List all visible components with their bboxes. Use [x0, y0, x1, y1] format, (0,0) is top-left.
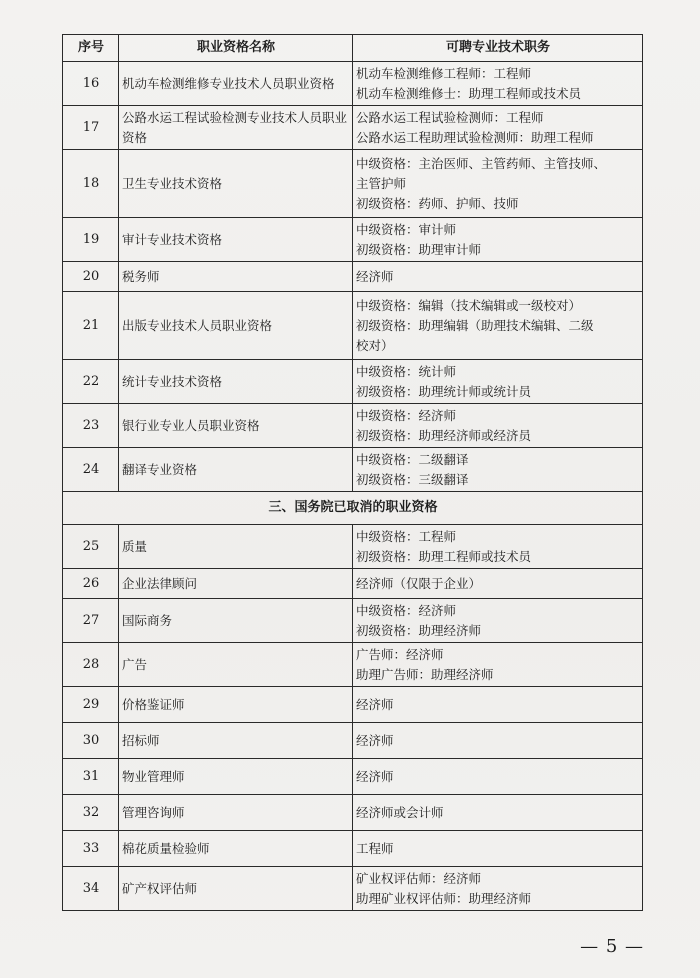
- header-eligible-positions: 可聘专业技术职务: [353, 35, 643, 62]
- serial-no-cell: 22: [63, 360, 119, 404]
- qualification-name-cell: 税务师: [119, 262, 353, 292]
- position-line: 中级资格：二级翻译: [356, 451, 469, 467]
- serial-no-cell: 16: [63, 62, 119, 106]
- serial-no-cell: 34: [63, 867, 119, 911]
- eligible-positions-cell: [353, 831, 643, 867]
- table-row: [63, 569, 643, 599]
- serial-no-cell: 27: [63, 599, 119, 643]
- position-line: 中级资格：经济师: [356, 407, 457, 423]
- eligible-positions-cell: [353, 404, 643, 448]
- table-header-row: [63, 35, 643, 62]
- qualification-name-cell: 机动车检测维修专业技术人员职业资格: [119, 62, 353, 106]
- table-body: [63, 62, 643, 911]
- eligible-positions-cell: [353, 525, 643, 569]
- eligible-positions-cell: [353, 759, 643, 795]
- qualification-table: [62, 34, 643, 911]
- position-line: 机动车检测维修工程师：工程师: [356, 65, 532, 81]
- section-row: [63, 492, 643, 525]
- eligible-positions-cell: [353, 62, 643, 106]
- qualification-name-cell: 审计专业技术资格: [119, 218, 353, 262]
- serial-no-cell: 33: [63, 831, 119, 867]
- position-line: 初级资格：助理统计师或统计员: [356, 383, 532, 399]
- position-line: 公路水运工程试验检测师：工程师: [356, 109, 544, 125]
- qualification-name-cell: 广告: [119, 643, 353, 687]
- serial-no-cell: 30: [63, 723, 119, 759]
- position-line: 中级资格：经济师: [356, 602, 457, 618]
- position-line: 中级资格：编辑（技术编辑或一级校对）: [356, 297, 582, 313]
- section-title: 三、国务院已取消的职业资格: [63, 492, 643, 525]
- position-line: 公路水运工程助理试验检测师：助理工程师: [356, 129, 594, 145]
- qualification-name-cell: 价格鉴证师: [119, 687, 353, 723]
- eligible-positions-cell: [353, 795, 643, 831]
- position-line: 中级资格：统计师: [356, 363, 457, 379]
- position-line: 机动车检测维修士：助理工程师或技术员: [356, 85, 582, 101]
- table-row: [63, 106, 643, 150]
- eligible-positions-cell: [353, 867, 643, 911]
- position-line: 中级资格：主治医师、主管药师、主管技师、: [356, 155, 607, 171]
- qualification-name-cell: 企业法律顾问: [119, 569, 353, 599]
- position-line: 初级资格：药师、护师、技师: [356, 195, 519, 211]
- serial-no-cell: 20: [63, 262, 119, 292]
- qualification-name-cell: 矿产权评估师: [119, 867, 353, 911]
- eligible-positions-cell: [353, 150, 643, 218]
- table-row: [63, 687, 643, 723]
- position-line: 广告师：经济师: [356, 646, 444, 662]
- position-line: 初级资格：助理工程师或技术员: [356, 548, 532, 564]
- qualification-name-cell: 物业管理师: [119, 759, 353, 795]
- eligible-positions-cell: [353, 448, 643, 492]
- eligible-positions-cell: [353, 643, 643, 687]
- eligible-positions-cell: [353, 106, 643, 150]
- table-row: [63, 218, 643, 262]
- position-line: 初级资格：助理经济师: [356, 622, 482, 638]
- table-row: [63, 292, 643, 360]
- position-line: 工程师: [356, 840, 394, 856]
- position-line: 助理矿业权评估师：助理经济师: [356, 890, 532, 906]
- table-row: [63, 599, 643, 643]
- serial-no-cell: 19: [63, 218, 119, 262]
- position-line: 初级资格：助理审计师: [356, 241, 482, 257]
- eligible-positions-cell: [353, 262, 643, 292]
- serial-no-cell: 23: [63, 404, 119, 448]
- table-row: [63, 795, 643, 831]
- qualification-name-cell: 质量: [119, 525, 353, 569]
- position-line: 助理广告师：助理经济师: [356, 666, 494, 682]
- table-row: [63, 831, 643, 867]
- table-row: [63, 262, 643, 292]
- serial-no-cell: 31: [63, 759, 119, 795]
- position-line: 经济师: [356, 696, 394, 712]
- qualification-name-cell: 翻译专业资格: [119, 448, 353, 492]
- position-line: 矿业权评估师：经济师: [356, 870, 482, 886]
- position-line: 中级资格：审计师: [356, 221, 457, 237]
- position-line: 初级资格：助理经济师或经济员: [356, 427, 532, 443]
- table-row: [63, 867, 643, 911]
- eligible-positions-cell: [353, 292, 643, 360]
- position-line: 初级资格：助理编辑（助理技术编辑、二级: [356, 317, 594, 333]
- qualification-name-cell: 招标师: [119, 723, 353, 759]
- position-line: 经济师或会计师: [356, 804, 444, 820]
- position-line: 经济师（仅限于企业）: [356, 575, 482, 591]
- table-row: [63, 150, 643, 218]
- position-line: 经济师: [356, 732, 394, 748]
- qualification-name-cell: 银行业专业人员职业资格: [119, 404, 353, 448]
- header-qualification-name: 职业资格名称: [119, 35, 353, 62]
- table-row: [63, 759, 643, 795]
- table-row: [63, 723, 643, 759]
- qualification-name-cell: 卫生专业技术资格: [119, 150, 353, 218]
- eligible-positions-cell: [353, 569, 643, 599]
- serial-no-cell: 32: [63, 795, 119, 831]
- serial-no-cell: 17: [63, 106, 119, 150]
- serial-no-cell: 21: [63, 292, 119, 360]
- eligible-positions-cell: [353, 687, 643, 723]
- serial-no-cell: 26: [63, 569, 119, 599]
- qualification-name-cell: 管理咨询师: [119, 795, 353, 831]
- table-row: [63, 643, 643, 687]
- serial-no-cell: 24: [63, 448, 119, 492]
- eligible-positions-cell: [353, 723, 643, 759]
- position-line: 初级资格：三级翻译: [356, 471, 469, 487]
- position-line: 经济师: [356, 268, 394, 284]
- qualification-name-cell: 国际商务: [119, 599, 353, 643]
- qualification-name-cell: 统计专业技术资格: [119, 360, 353, 404]
- position-line: 主管护师: [356, 175, 407, 191]
- serial-no-cell: 25: [63, 525, 119, 569]
- table-row: [63, 448, 643, 492]
- serial-no-cell: 28: [63, 643, 119, 687]
- table-row: [63, 525, 643, 569]
- position-line: 经济师: [356, 768, 394, 784]
- position-line: 中级资格：工程师: [356, 528, 457, 544]
- eligible-positions-cell: [353, 599, 643, 643]
- page-number: — 5 —: [580, 936, 644, 957]
- eligible-positions-cell: [353, 360, 643, 404]
- serial-no-cell: 29: [63, 687, 119, 723]
- table-row: [63, 62, 643, 106]
- header-serial-no: 序号: [63, 35, 119, 62]
- qualification-name-cell: 公路水运工程试验检测专业技术人员职业资格: [119, 106, 353, 150]
- eligible-positions-cell: [353, 218, 643, 262]
- table-row: [63, 404, 643, 448]
- qualification-name-cell: 出版专业技术人员职业资格: [119, 292, 353, 360]
- qualification-name-cell: 棉花质量检验师: [119, 831, 353, 867]
- table-row: [63, 360, 643, 404]
- serial-no-cell: 18: [63, 150, 119, 218]
- position-line: 校对）: [356, 337, 394, 353]
